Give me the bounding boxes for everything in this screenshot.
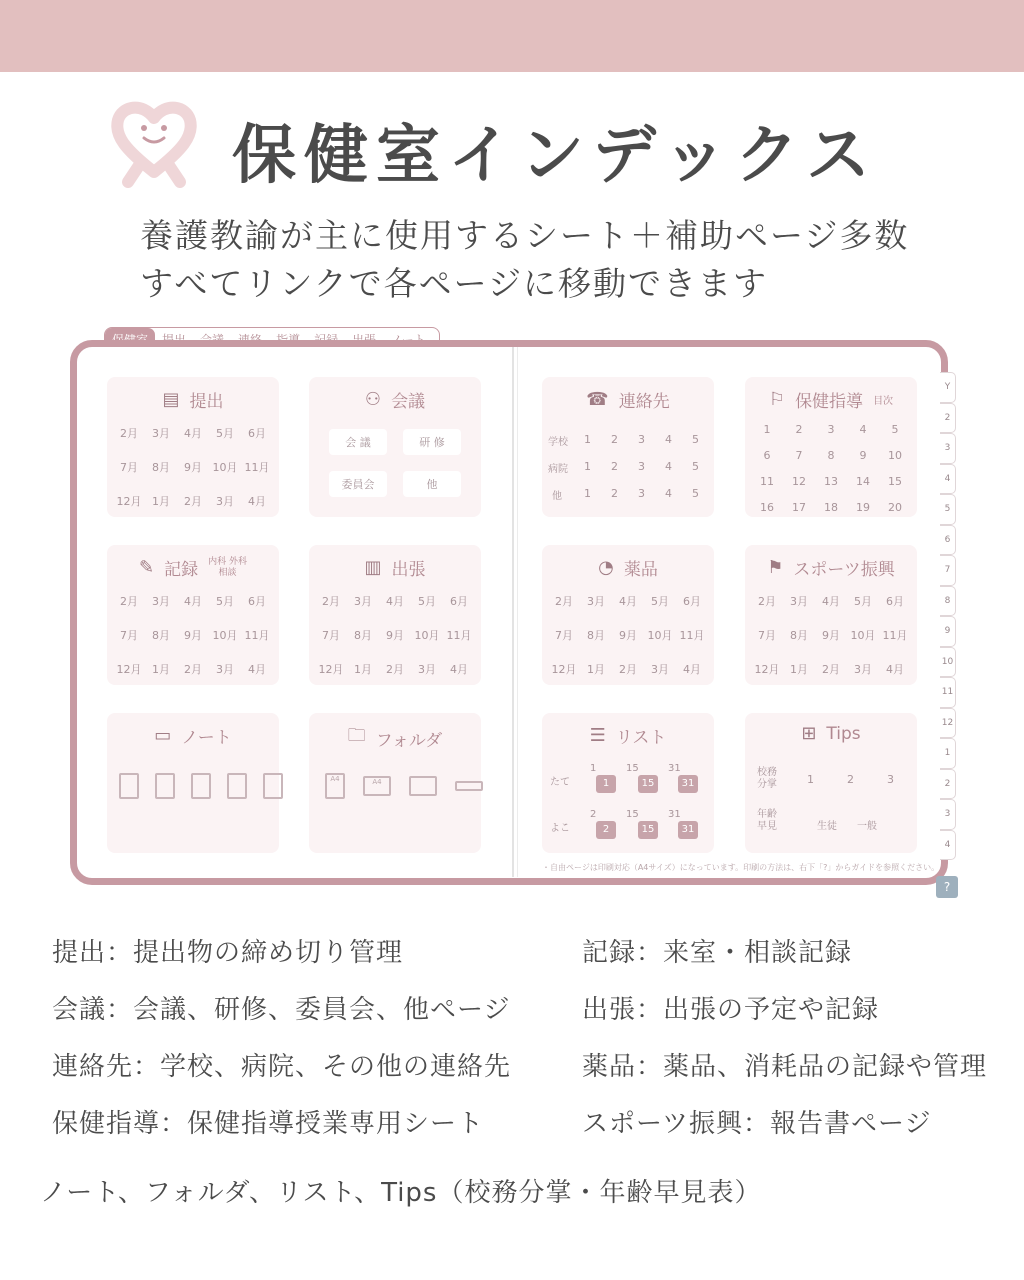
list-link[interactable]: 1 — [596, 775, 616, 793]
side-tab[interactable]: 6 — [940, 525, 956, 556]
kaigi-link[interactable]: 会 議 — [329, 429, 387, 455]
side-tab[interactable]: 7 — [940, 555, 956, 586]
card-title: 保健指導 — [795, 392, 864, 412]
row-label: 学校 — [548, 437, 568, 448]
plus-box-icon: ⊞ — [801, 723, 817, 744]
desc-sports: スポーツ振興：報告書ページ — [582, 1109, 932, 1139]
month-link[interactable]: 3月 — [152, 595, 170, 608]
other-link[interactable]: 他 — [403, 471, 461, 497]
month-link[interactable]: 1月 — [152, 663, 170, 676]
desc-renraku: 連絡先：学校、病院、その他の連絡先 — [52, 1052, 512, 1082]
document-icon: ▤ — [162, 389, 180, 410]
note-templates — [115, 773, 287, 799]
notepad-icon: ✎ — [139, 557, 155, 578]
num-link[interactable]: 4 — [665, 487, 672, 500]
month-link[interactable]: 8月 — [587, 629, 605, 642]
month-grid — [113, 593, 273, 677]
month-link[interactable]: 12月 — [551, 663, 577, 676]
pills-icon: ◔ — [598, 557, 614, 578]
num-link[interactable]: 2 — [611, 487, 618, 500]
side-tab[interactable]: 3 — [940, 799, 956, 830]
desc-yakuhin: 薬品：薬品、消耗品の記録や管理 — [582, 1052, 988, 1082]
num-link[interactable]: 2 — [795, 423, 803, 436]
num-link[interactable]: 2 — [611, 460, 618, 473]
side-tab[interactable]: Y — [940, 372, 956, 403]
checklist-icon: ☰ — [589, 725, 606, 746]
month-link[interactable]: 12月 — [116, 663, 142, 676]
month-link[interactable]: 5月 — [651, 595, 669, 608]
list-link[interactable]: 31 — [678, 775, 698, 793]
month-link[interactable]: 8月 — [790, 629, 808, 642]
month-link[interactable]: 9月 — [184, 461, 202, 474]
month-grid — [751, 593, 911, 677]
top-banner — [0, 0, 1024, 72]
month-link[interactable]: 3月 — [354, 595, 372, 608]
month-link[interactable]: 1月 — [354, 663, 372, 676]
side-tab[interactable]: 2 — [940, 769, 956, 800]
ippan-link[interactable]: 一般 — [857, 821, 877, 832]
list-num: 1 — [590, 763, 597, 774]
suitcase-icon: ▥ — [364, 557, 382, 578]
month-link[interactable]: 3月 — [216, 495, 234, 508]
month-link[interactable]: 1月 — [790, 663, 808, 676]
month-link[interactable]: 1月 — [152, 495, 170, 508]
month-link[interactable]: 12月 — [116, 495, 142, 508]
list-link[interactable]: 15 — [638, 821, 658, 839]
tips-link[interactable]: 3 — [887, 773, 894, 786]
month-link[interactable]: 3月 — [587, 595, 605, 608]
list-num: 15 — [626, 809, 639, 820]
card-title: スポーツ振興 — [793, 560, 895, 580]
month-link[interactable]: 10月 — [850, 629, 876, 642]
month-link[interactable]: 4月 — [184, 427, 202, 440]
num-link[interactable]: 16 — [760, 501, 774, 514]
page-title: 保健室インデックス — [232, 119, 879, 193]
month-grid — [113, 425, 273, 509]
tate-label: たて — [550, 777, 570, 788]
side-tab[interactable]: 1 — [940, 738, 956, 769]
num-link[interactable]: 8 — [827, 449, 835, 462]
month-link[interactable]: 6月 — [248, 427, 266, 440]
month-link[interactable]: 2月 — [120, 427, 138, 440]
month-link[interactable]: 11月 — [244, 461, 270, 474]
month-link[interactable]: 2月 — [322, 595, 340, 608]
row-label: 病院 — [548, 464, 568, 475]
month-link[interactable]: 3月 — [790, 595, 808, 608]
month-link[interactable]: 9月 — [184, 629, 202, 642]
card-title: フォルダ — [375, 730, 443, 751]
side-tab[interactable]: 5 — [940, 494, 956, 525]
num-link[interactable]: 5 — [692, 460, 699, 473]
month-link[interactable]: 2月 — [386, 663, 404, 676]
card-sports[interactable] — [745, 545, 917, 685]
subtitle-1: 養護教諭が主に使用するシート＋補助ページ多数 — [140, 216, 910, 255]
card-title: ノート — [181, 728, 232, 748]
month-link[interactable]: 7月 — [322, 629, 340, 642]
page-divider-shadow — [517, 347, 518, 877]
card-kiroku[interactable] — [107, 545, 279, 685]
num-link[interactable]: 1 — [584, 460, 591, 473]
month-link[interactable]: 2月 — [619, 663, 637, 676]
num-link[interactable]: 4 — [665, 433, 672, 446]
month-link[interactable]: 4月 — [386, 595, 404, 608]
number-grid — [751, 423, 911, 514]
month-link[interactable]: 5月 — [216, 595, 234, 608]
num-link[interactable]: 14 — [856, 475, 870, 488]
a4-landscape-icon[interactable]: A4 — [363, 776, 391, 796]
month-grid — [315, 593, 475, 677]
num-link[interactable]: 5 — [692, 433, 699, 446]
card-tips[interactable] — [745, 713, 917, 853]
help-button[interactable]: ? — [936, 876, 958, 898]
month-link[interactable]: 7月 — [120, 629, 138, 642]
page-divider — [512, 347, 514, 877]
card-hoken-shido[interactable] — [745, 377, 917, 517]
num-link[interactable]: 17 — [792, 501, 806, 514]
month-link[interactable]: 3月 — [152, 427, 170, 440]
side-tab[interactable]: 9 — [940, 616, 956, 647]
blank-note-icon[interactable] — [263, 773, 283, 799]
folder-icon: 🗀 — [347, 725, 366, 746]
month-grid — [548, 593, 708, 677]
desc-hoken: 保健指導：保健指導授業専用シート — [52, 1109, 485, 1139]
month-side-tabs — [940, 372, 956, 860]
month-link[interactable]: 10月 — [414, 629, 440, 642]
month-link[interactable]: 2月 — [120, 595, 138, 608]
num-link[interactable]: 4 — [665, 460, 672, 473]
num-link[interactable]: 19 — [856, 501, 870, 514]
contents-label[interactable]: 目次 — [873, 396, 894, 407]
tips-link[interactable]: 2 — [847, 773, 854, 786]
month-link[interactable]: 2月 — [555, 595, 573, 608]
card-title: 連絡先 — [618, 392, 670, 412]
num-link[interactable]: 1 — [763, 423, 771, 436]
desc-kiroku: 記録：来室・相談記録 — [582, 938, 853, 968]
side-tab[interactable]: 10 — [940, 647, 956, 678]
month-link[interactable]: 7月 — [555, 629, 573, 642]
month-link[interactable]: 6月 — [683, 595, 701, 608]
side-tab[interactable]: 12 — [940, 708, 956, 739]
card-list[interactable] — [542, 713, 714, 853]
num-link[interactable]: 3 — [638, 487, 645, 500]
list-num: 31 — [668, 809, 681, 820]
card-title: リスト — [615, 728, 667, 748]
desc-teishutsu: 提出：提出物の締め切り管理 — [52, 938, 404, 968]
num-link[interactable]: 18 — [824, 501, 838, 514]
month-link[interactable]: 3月 — [418, 663, 436, 676]
card-shucho[interactable] — [309, 545, 481, 685]
month-link[interactable]: 11月 — [244, 629, 270, 642]
month-link[interactable]: 6月 — [450, 595, 468, 608]
month-link[interactable]: 9月 — [619, 629, 637, 642]
card-title: 提出 — [189, 392, 224, 412]
month-link[interactable]: 3月 — [651, 663, 669, 676]
kenshu-link[interactable]: 研 修 — [403, 429, 461, 455]
num-link[interactable]: 6 — [763, 449, 771, 462]
month-link[interactable]: 8月 — [152, 461, 170, 474]
month-link[interactable]: 12月 — [318, 663, 344, 676]
phone-icon: ☎ — [586, 389, 609, 410]
month-link[interactable]: 12月 — [754, 663, 780, 676]
card-title: 記録 — [164, 560, 199, 580]
folder-templates — [321, 773, 487, 799]
month-link[interactable]: 3月 — [216, 663, 234, 676]
month-link[interactable]: 9月 — [386, 629, 404, 642]
side-tab[interactable]: 4 — [940, 464, 956, 495]
naika-geka-link[interactable]: 内科 外科 — [208, 556, 247, 567]
month-link[interactable]: 11月 — [882, 629, 908, 642]
cornell-note-icon[interactable] — [227, 773, 247, 799]
heart-logo-icon — [106, 92, 202, 188]
num-link[interactable]: 13 — [824, 475, 838, 488]
month-link[interactable]: 11月 — [679, 629, 705, 642]
month-link[interactable]: 4月 — [450, 663, 468, 676]
month-link[interactable]: 4月 — [822, 595, 840, 608]
month-link[interactable]: 10月 — [212, 461, 238, 474]
list-num: 2 — [590, 809, 597, 820]
desc-kaigi: 会議：会議、研修、委員会、他ページ — [52, 995, 511, 1025]
banner-icon[interactable] — [455, 781, 483, 791]
month-link[interactable]: 2月 — [758, 595, 776, 608]
card-folder[interactable] — [309, 713, 481, 853]
month-link[interactable]: 10月 — [212, 629, 238, 642]
list-num: 15 — [626, 763, 639, 774]
list-link[interactable]: 2 — [596, 821, 616, 839]
month-link[interactable]: 5月 — [854, 595, 872, 608]
list-link[interactable]: 31 — [678, 821, 698, 839]
month-link[interactable]: 2月 — [822, 663, 840, 676]
num-link[interactable]: 12 — [792, 475, 806, 488]
num-link[interactable]: 5 — [692, 487, 699, 500]
card-title: 会議 — [391, 392, 426, 412]
footnote: ・自由ページは印刷対応（A4サイズ）になっています。印刷の方法は、右下「?」からガイドを参照ください。 — [542, 863, 940, 872]
month-link[interactable]: 6月 — [248, 595, 266, 608]
month-link[interactable]: 1月 — [587, 663, 605, 676]
num-link[interactable]: 3 — [638, 433, 645, 446]
month-link[interactable]: 8月 — [354, 629, 372, 642]
card-yakuhin[interactable] — [542, 545, 714, 685]
month-link[interactable]: 10月 — [647, 629, 673, 642]
num-link[interactable]: 2 — [611, 433, 618, 446]
card-title: 出張 — [391, 560, 426, 580]
image-icon[interactable] — [409, 776, 437, 796]
num-link[interactable]: 1 — [584, 487, 591, 500]
side-tab[interactable]: 8 — [940, 586, 956, 617]
side-tab[interactable]: 4 — [940, 830, 956, 861]
month-link[interactable]: 11月 — [446, 629, 472, 642]
card-title: Tips — [826, 723, 861, 744]
num-link[interactable]: 5 — [891, 423, 899, 436]
kiroku-sublinks[interactable] — [208, 557, 247, 579]
card-kaigi[interactable] — [309, 377, 481, 517]
list-link[interactable]: 15 — [638, 775, 658, 793]
sodan-link[interactable]: 相談 — [218, 567, 237, 578]
month-link[interactable]: 5月 — [216, 427, 234, 440]
side-tab[interactable]: 3 — [940, 433, 956, 464]
month-link[interactable]: 4月 — [886, 663, 904, 676]
a4-portrait-icon[interactable]: A4 — [325, 773, 345, 799]
month-link[interactable]: 7月 — [120, 461, 138, 474]
side-tab[interactable]: 2 — [940, 403, 956, 434]
teacher-icon: ⚐ — [768, 389, 786, 410]
seito-link[interactable]: 生徒 — [817, 821, 837, 832]
num-link[interactable]: 11 — [760, 475, 774, 488]
month-link[interactable]: 6月 — [886, 595, 904, 608]
nenrei-label: 年齢早見 — [757, 809, 777, 832]
month-link[interactable]: 3月 — [854, 663, 872, 676]
card-note[interactable] — [107, 713, 279, 853]
runner-icon: ⚑ — [767, 557, 784, 578]
tablet-frame — [70, 340, 948, 885]
tips-link[interactable]: 1 — [807, 773, 814, 786]
num-link[interactable]: 20 — [888, 501, 902, 514]
num-link[interactable]: 10 — [888, 449, 902, 462]
month-link[interactable]: 4月 — [683, 663, 701, 676]
month-link[interactable]: 4月 — [248, 495, 266, 508]
month-link[interactable]: 2月 — [184, 495, 202, 508]
card-title: 薬品 — [623, 560, 658, 580]
desc-shucho: 出張：出張の予定や記録 — [582, 995, 880, 1025]
month-link[interactable]: 7月 — [758, 629, 776, 642]
month-link[interactable]: 9月 — [822, 629, 840, 642]
month-link[interactable]: 4月 — [248, 663, 266, 676]
iinkai-link[interactable]: 委員会 — [329, 471, 387, 497]
dot-note-icon[interactable] — [191, 773, 211, 799]
row-label: 他 — [552, 491, 562, 502]
subtitle-2: すべてリンクで各ページに移動できます — [140, 264, 769, 303]
num-link[interactable]: 3 — [638, 460, 645, 473]
card-teishutsu[interactable] — [107, 377, 279, 517]
desc-others: ノート、フォルダ、リスト、Tips（校務分掌・年齢早見表） — [40, 1178, 762, 1208]
meeting-icon: ⚇ — [364, 389, 382, 410]
month-link[interactable]: 2月 — [184, 663, 202, 676]
month-link[interactable]: 4月 — [619, 595, 637, 608]
num-link[interactable]: 9 — [859, 449, 867, 462]
lined-note-icon[interactable] — [119, 773, 139, 799]
num-link[interactable]: 7 — [795, 449, 803, 462]
num-link[interactable]: 15 — [888, 475, 902, 488]
yoko-label: よこ — [550, 823, 570, 834]
card-renraku[interactable] — [542, 377, 714, 517]
komu-label: 校務分掌 — [757, 767, 777, 790]
month-link[interactable]: 4月 — [184, 595, 202, 608]
list-num: 31 — [668, 763, 681, 774]
month-link[interactable]: 5月 — [418, 595, 436, 608]
num-link[interactable]: 1 — [584, 433, 591, 446]
grid-note-icon[interactable] — [155, 773, 175, 799]
num-link[interactable]: 3 — [827, 423, 835, 436]
month-link[interactable]: 8月 — [152, 629, 170, 642]
notebook-icon: ▭ — [154, 725, 172, 746]
num-link[interactable]: 4 — [859, 423, 867, 436]
side-tab[interactable]: 11 — [940, 677, 956, 708]
